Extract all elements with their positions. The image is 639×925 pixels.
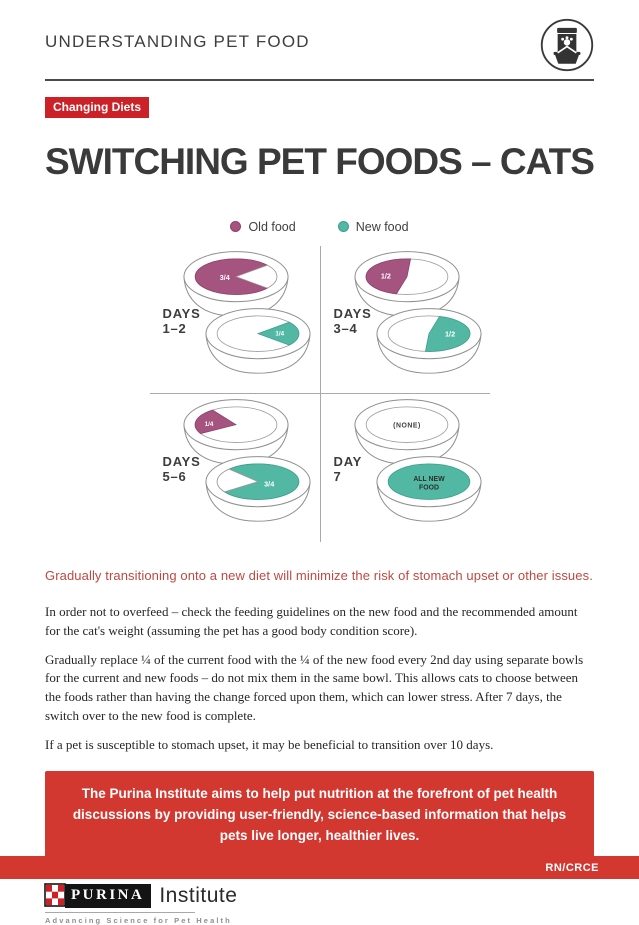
svg-text:ALL NEW: ALL NEW [412, 475, 445, 483]
svg-text:3/4: 3/4 [263, 479, 274, 489]
header [45, 18, 594, 72]
day-label: DAY 7 [333, 453, 363, 485]
transition-diagram [150, 246, 490, 542]
footer-bar [0, 856, 639, 879]
legend-new-label: New food [355, 219, 409, 234]
body-paragraph: In order not to overfeed – check the feeding guidelines on the new food and the recommended amount for the cat's weight (assuming the pet has a good body condition score). [45, 603, 578, 638]
institute-wordmark: Institute [159, 883, 238, 907]
svg-text:1/2: 1/2 [444, 329, 455, 339]
bowl-new-food-1-2 [373, 306, 485, 376]
legend-item-new-food [338, 220, 409, 234]
day-label: DAYS 1–2 [162, 305, 201, 337]
section-badge: Changing Diets [45, 97, 149, 118]
legend-item-old-food [230, 220, 295, 234]
body-text [45, 603, 594, 755]
svg-text:FOOD: FOOD [418, 484, 439, 492]
header-divider [45, 79, 594, 81]
quadrant-days-1-2 [150, 246, 320, 394]
quadrant-days-5-6 [150, 394, 320, 542]
svg-text:1/4: 1/4 [204, 420, 213, 428]
body-paragraph: Gradually replace ¼ of the current food with the ¼ of the new food every 2nd day using separate bowls for the current and new foods – do not mix them in the same bowl. This allows cats to choose between the foods rather than having the change forced upon them, which can lower stress. After 7 days, the switch over to the new food is complete. [45, 651, 584, 724]
svg-text:1/4: 1/4 [274, 330, 284, 338]
purina-institute-logo [45, 884, 594, 925]
body-paragraph: If a pet is susceptible to stomach upset, it may be beneficial to transition over 10 days. [45, 736, 494, 752]
page-title: SWITCHING PET FOODS – CATS [45, 141, 594, 182]
quadrant-day-7 [320, 394, 490, 542]
header-title: UNDERSTANDING PET FOOD [45, 32, 310, 51]
new-food-swatch [338, 221, 349, 232]
bowl-new-food-1-4 [202, 306, 314, 376]
logo-tagline: Advancing Science for Pet Health [45, 915, 232, 925]
highlight-text: Gradually transitioning onto a new diet will minimize the risk of stomach upset or other issues. [45, 567, 593, 583]
purina-checkerboard-icon [45, 884, 65, 906]
svg-text:(NONE): (NONE) [392, 422, 421, 430]
day-label: DAYS 5–6 [162, 453, 201, 485]
bowl-all-new-food [373, 454, 485, 524]
document-code: RN/CRCE [545, 861, 599, 874]
svg-text:3/4: 3/4 [219, 272, 230, 282]
bowl-new-food-3-4 [202, 454, 314, 524]
day-label: DAYS 3–4 [333, 305, 372, 337]
purina-institute-info-box: The Purina Institute aims to help put nutrition at the forefront of pet health discussions by providing user-friendly, science-based information that helps pets live longer, healthier lives. [45, 771, 594, 860]
legend-old-label: Old food [248, 219, 296, 234]
brand-wordmark: PURINA [65, 884, 151, 908]
logo-divider [45, 912, 195, 913]
old-food-swatch [230, 221, 241, 232]
svg-text:1/2: 1/2 [380, 271, 391, 281]
pet-food-bag-bowl-icon [540, 18, 594, 72]
quadrant-days-3-4 [320, 246, 490, 394]
legend [45, 220, 594, 234]
